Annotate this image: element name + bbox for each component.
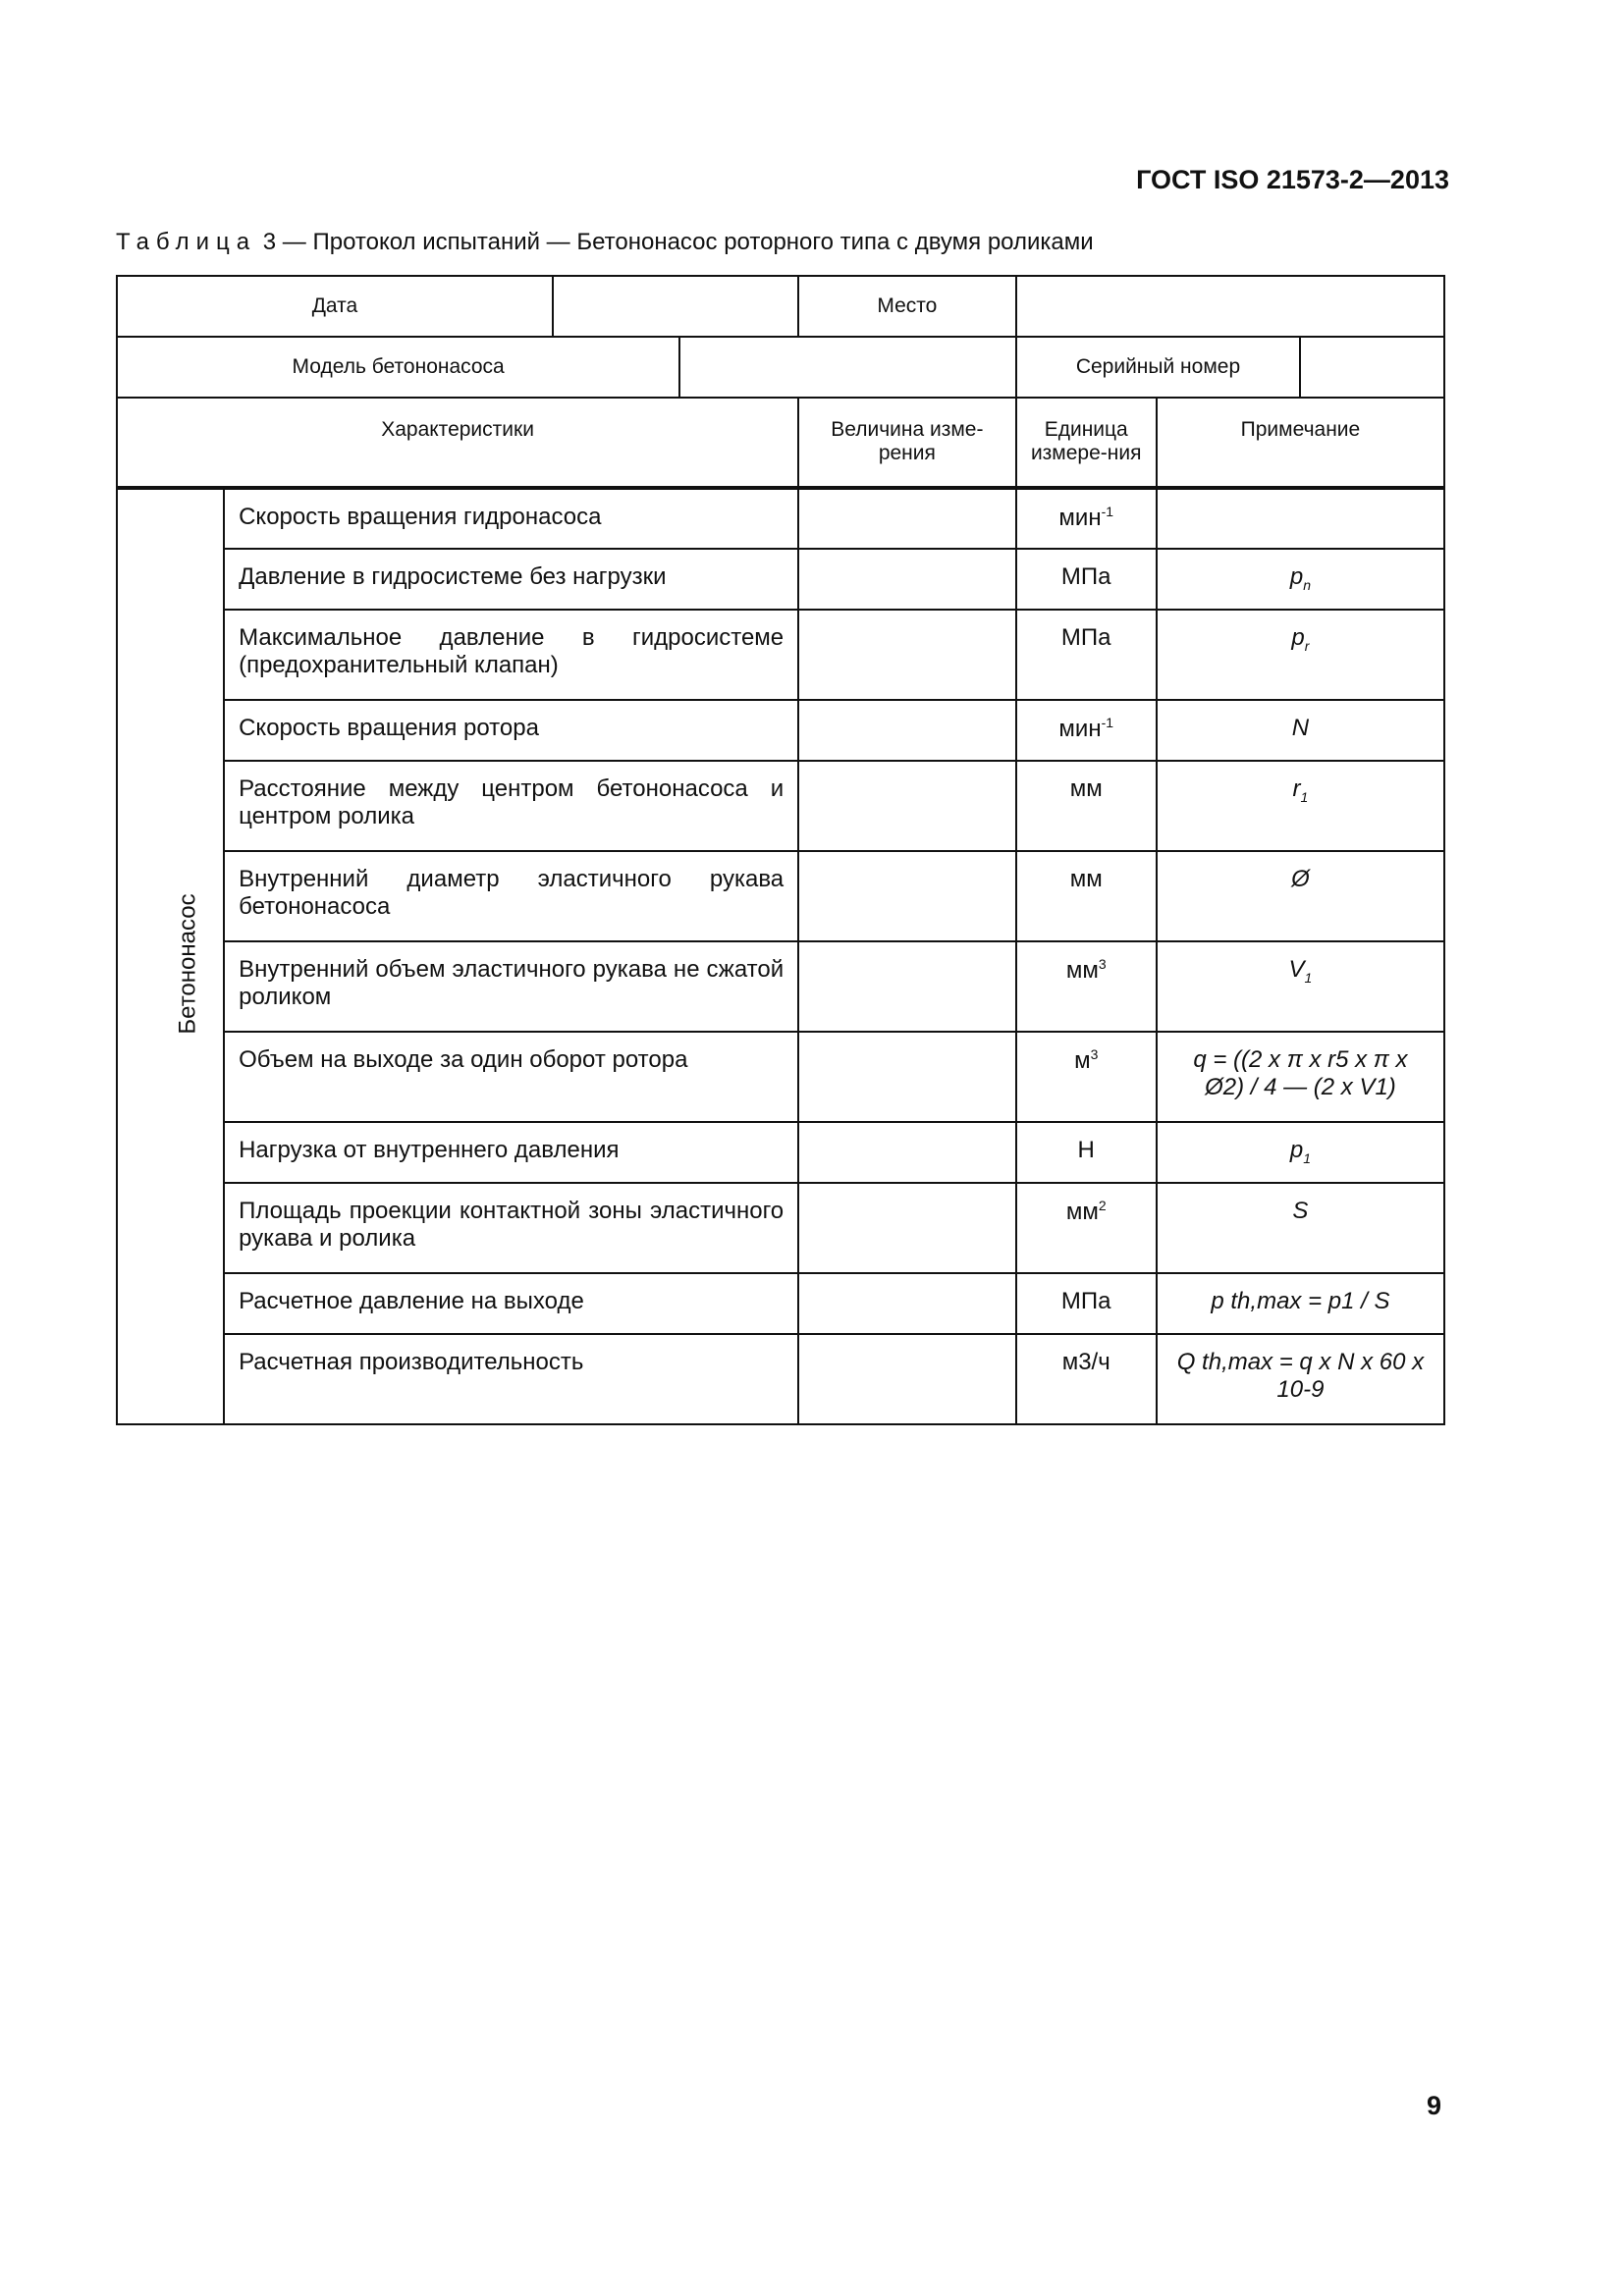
table-row <box>117 941 1444 1032</box>
note-text: q = ((2 x π x r5 x π x Ø2) / 4 — (2 x V1) <box>1193 1046 1408 1100</box>
table-row <box>117 761 1444 851</box>
unit-cell <box>1016 1334 1157 1424</box>
unit-cell <box>1016 700 1157 761</box>
unit-superscript: 2 <box>1098 1198 1107 1213</box>
note-subscript: 1 <box>1300 788 1309 805</box>
unit-cell <box>1016 851 1157 941</box>
characteristic-name: Максимальное давление в гидросистеме (предохранительный клапан) <box>224 610 798 700</box>
unit-text: МПа <box>1060 624 1111 651</box>
unit-text: м3/ч <box>1061 1349 1110 1375</box>
column-header-row <box>117 398 1444 488</box>
table-row <box>117 1032 1444 1122</box>
measurement-value-cell[interactable] <box>798 700 1015 761</box>
table-row <box>117 700 1444 761</box>
unit-cell <box>1016 1032 1157 1122</box>
unit-text: мм <box>1065 957 1099 984</box>
note-cell <box>1157 851 1444 941</box>
model-field[interactable] <box>679 337 1015 398</box>
characteristic-name: Скорость вращения ротора <box>224 700 798 761</box>
col-unit: Единица измере-ния <box>1016 398 1157 488</box>
test-protocol-table <box>116 275 1445 1425</box>
measurement-value-cell[interactable] <box>798 549 1015 610</box>
unit-text: Н <box>1077 1137 1095 1163</box>
note-subscript: n <box>1303 576 1312 593</box>
measurement-value-cell[interactable] <box>798 1334 1015 1424</box>
document-code: ГОСТ ISO 21573-2—2013 <box>1136 165 1449 194</box>
note-cell <box>1157 610 1444 700</box>
table-row <box>117 549 1444 610</box>
col-value: Величина изме-рения <box>798 398 1015 488</box>
measurement-value-cell[interactable] <box>798 488 1015 549</box>
table-row <box>117 851 1444 941</box>
measurement-value-cell[interactable] <box>798 1122 1015 1183</box>
unit-text: мин <box>1058 716 1102 742</box>
note-cell <box>1157 1032 1444 1122</box>
measurement-value-cell[interactable] <box>798 1273 1015 1334</box>
note-text: p <box>1289 563 1304 590</box>
unit-superscript: -1 <box>1101 715 1114 730</box>
characteristic-name: Расчетное давление на выходе <box>224 1273 798 1334</box>
date-label: Дата <box>117 276 553 337</box>
page-number: 9 <box>1426 2091 1441 2120</box>
unit-cell <box>1016 610 1157 700</box>
unit-text: м <box>1074 1047 1091 1074</box>
group-label-cell <box>117 488 224 1424</box>
note-text: N <box>1291 715 1310 741</box>
table-caption <box>116 229 1094 256</box>
form-row-model <box>117 337 1444 398</box>
note-cell <box>1157 1334 1444 1424</box>
caption-label: Таблица <box>116 229 257 255</box>
note-cell <box>1157 1183 1444 1273</box>
unit-cell <box>1016 1122 1157 1183</box>
characteristic-name: Внутренний объем эластичного рукава не сжатой роликом <box>224 941 798 1032</box>
unit-text: мм <box>1069 775 1103 802</box>
note-text: Q th,max = q x N x 60 x 10-9 <box>1176 1349 1425 1403</box>
unit-text: мм <box>1065 1199 1099 1225</box>
note-subscript: 1 <box>1304 969 1313 986</box>
note-cell <box>1157 1273 1444 1334</box>
table-row <box>117 1183 1444 1273</box>
characteristic-name: Площадь проекции контактной зоны эластичного рукава и ролика <box>224 1183 798 1273</box>
measurement-value-cell[interactable] <box>798 610 1015 700</box>
col-note: Примечание <box>1157 398 1444 488</box>
characteristic-name: Скорость вращения гидронасоса <box>224 488 798 549</box>
note-cell <box>1157 488 1444 549</box>
col-characteristics: Характеристики <box>117 398 798 488</box>
measurement-value-cell[interactable] <box>798 941 1015 1032</box>
unit-superscript: -1 <box>1101 504 1114 519</box>
serial-label: Серийный номер <box>1016 337 1301 398</box>
model-label: Модель бетононасоса <box>117 337 679 398</box>
note-text: V <box>1288 956 1305 983</box>
table-row <box>117 1273 1444 1334</box>
measurement-value-cell[interactable] <box>798 1183 1015 1273</box>
unit-cell <box>1016 1183 1157 1273</box>
serial-field[interactable] <box>1300 337 1444 398</box>
characteristic-name: Расчетная производительность <box>224 1334 798 1424</box>
note-cell <box>1157 549 1444 610</box>
unit-text: мм <box>1069 866 1103 892</box>
unit-superscript: 3 <box>1090 1046 1099 1062</box>
unit-cell <box>1016 488 1157 549</box>
note-cell <box>1157 941 1444 1032</box>
group-label: Бетононасос <box>174 892 201 1035</box>
note-cell <box>1157 761 1444 851</box>
unit-cell <box>1016 761 1157 851</box>
note-cell <box>1157 700 1444 761</box>
unit-cell <box>1016 549 1157 610</box>
measurement-value-cell[interactable] <box>798 851 1015 941</box>
note-text: S <box>1292 1198 1309 1224</box>
caption-text: 3 — Протокол испытаний — Бетононасос роторного типа с двумя роликами <box>262 229 1094 255</box>
date-field[interactable] <box>553 276 798 337</box>
unit-text: МПа <box>1060 1288 1111 1314</box>
table-row <box>117 1122 1444 1183</box>
characteristic-name: Расстояние между центром бетононасоса и центром ролика <box>224 761 798 851</box>
unit-text: мин <box>1058 505 1102 531</box>
unit-cell <box>1016 1273 1157 1334</box>
note-text: Ø <box>1291 866 1310 892</box>
unit-cell <box>1016 941 1157 1032</box>
note-text: p th,max = p1 / S <box>1211 1288 1390 1314</box>
unit-superscript: 3 <box>1098 956 1107 972</box>
measurement-value-cell[interactable] <box>798 1032 1015 1122</box>
form-row-date <box>117 276 1444 337</box>
note-text: r <box>1292 775 1301 802</box>
note-cell <box>1157 1122 1444 1183</box>
note-subscript: 1 <box>1303 1149 1312 1166</box>
characteristic-name: Давление в гидросистеме без нагрузки <box>224 549 798 610</box>
measurement-value-cell[interactable] <box>798 761 1015 851</box>
table-row <box>117 610 1444 700</box>
place-field[interactable] <box>1016 276 1444 337</box>
place-label: Место <box>798 276 1015 337</box>
note-text: p <box>1289 1137 1304 1163</box>
note-text: p <box>1291 624 1305 651</box>
characteristic-name: Внутренний диаметр эластичного рукава бетононасоса <box>224 851 798 941</box>
note-subscript: r <box>1304 637 1310 654</box>
table-row <box>117 1334 1444 1424</box>
table-row <box>117 488 1444 549</box>
characteristic-name: Объем на выходе за один оборот ротора <box>224 1032 798 1122</box>
characteristic-name: Нагрузка от внутреннего давления <box>224 1122 798 1183</box>
unit-text: МПа <box>1060 563 1111 590</box>
